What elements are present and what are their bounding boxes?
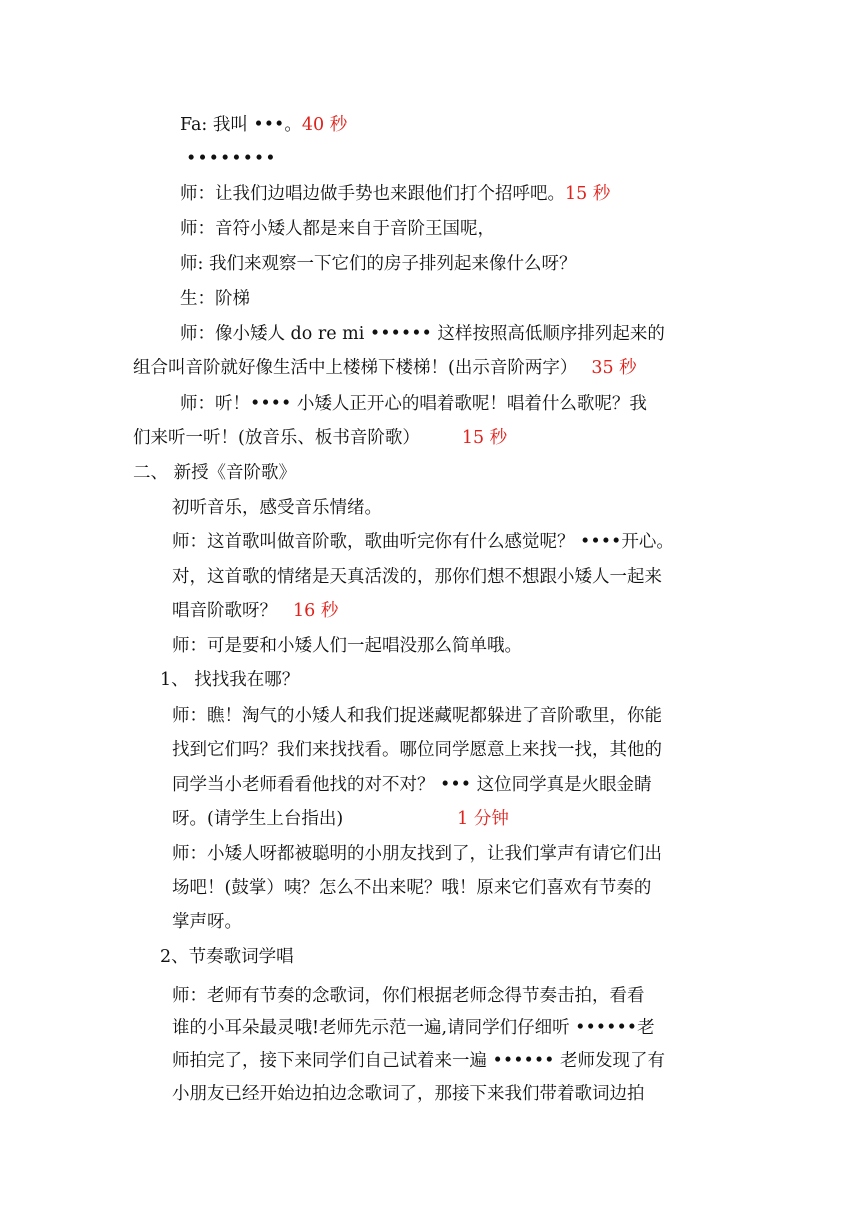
line-text: 们来听一听！(放音乐、板书音阶歌） [133,428,420,448]
line-text: 师：听！•••• 小矮人正开心的唱着歌呢！唱着什么歌呢？我 [180,394,647,414]
line-text: Fa: 我叫 •••。 [180,115,302,135]
heading-text: 1、 找找我在哪？ [160,670,300,690]
dialogue-line-23 [172,876,651,900]
line-text: 师：小矮人呀都被聪明的小朋友找到了，让我们掌声有请它们出 [172,844,662,864]
line-text: 师：让我们边唱边做手势也来跟他们打个招呼吧。 [180,184,565,204]
line-text: 师：像小矮人 do re mi •••••• 这样按照高低顺序排列起来的 [180,324,665,344]
dialogue-line-1 [180,113,347,137]
dialogue-line-19 [172,738,662,762]
dialogue-line-14 [172,565,662,589]
dialogue-line-9 [180,392,647,416]
dialogue-line-8 [133,356,637,380]
line-text: 初听音乐，感受音乐情绪。 [172,498,382,518]
line-text: 生：阶梯 [180,289,250,309]
line-text: 师：这首歌叫做音阶歌，歌曲听完你有什么感觉呢？ ••••开心。 [172,532,674,552]
subsection-heading-1 [160,668,299,692]
section-heading-2 [133,461,296,485]
time-marker: 1 分钟 [457,809,509,829]
dialogue-line-6 [180,287,250,311]
time-marker: 15 秒 [461,428,508,448]
line-text: 呀。(请学生上台指出) [172,809,344,829]
dialogue-line-16 [172,634,522,658]
ellipsis-line [186,147,277,171]
line-text: 场吧！(鼓掌）咦？怎么不出来呢？哦！原来它们喜欢有节奏的 [172,878,652,898]
line-text: 师: 我们来观察一下它们的房子排列起来像什么呀？ [180,254,577,274]
time-marker: 40 秒 [301,115,348,135]
dialogue-line-24 [172,910,242,934]
line-text: 掌声呀。 [172,912,242,932]
dialogue-line-3 [180,182,610,206]
line-text: 师：瞧！淘气的小矮人和我们捉迷藏呢都躲进了音阶歌里，你能 [172,706,662,726]
line-text: 同学当小老师看看他找的对不对？ ••• 这位同学真是火眼金睛 [172,775,652,795]
dialogue-line-7 [180,322,665,346]
dialogue-line-27 [172,1016,655,1040]
dialogue-line-22 [172,842,662,866]
time-marker: 16 秒 [293,601,339,621]
line-text: 小朋友已经开始边拍边念歌词了，那接下来我们带着歌词边拍 [172,1084,645,1104]
dialogue-line-15 [172,599,338,623]
time-marker: 15 秒 [565,184,611,204]
line-text: 师：可是要和小矮人们一起唱没那么简单哦。 [172,636,522,656]
dialogue-line-18 [172,704,662,728]
heading-text: 二、 新授《音阶歌》 [133,463,297,483]
time-marker: 35 秒 [591,358,637,378]
dialogue-line-20 [172,773,652,797]
heading-text: 2、节奏歌词学唱 [160,947,294,967]
line-text: 师拍完了，接下来同学们自己试着来一遍 •••••• 老师发现了有 [172,1051,666,1071]
line-text: 唱音阶歌呀？ [172,601,277,621]
dialogue-line-4 [180,217,495,241]
dialogue-line-10 [133,426,507,450]
line-text: 师：老师有节奏的念歌词，你们根据老师念得节奏击拍，看看 [172,986,645,1006]
line-text: 找到它们吗？我们来找找看。哪位同学愿意上来找一找，其他的 [172,740,662,760]
line-text: 师：音符小矮人都是来自于音阶王国呢， [180,219,495,239]
line-text: •••••••• [186,149,277,169]
dialogue-line-26 [172,984,645,1008]
dialogue-line-5 [180,252,576,276]
line-text: 组合叫音阶就好像生活中上楼梯下楼梯！(出示音阶两字） [133,358,578,378]
dialogue-line-21 [172,807,509,831]
dialogue-line-12 [172,496,382,520]
dialogue-line-29 [172,1082,645,1106]
line-text: 谁的小耳朵最灵哦!老师先示范一遍,请同学们仔细听 ••••••老 [172,1018,655,1038]
dialogue-line-28 [172,1049,665,1073]
subsection-heading-2 [160,945,294,969]
dialogue-line-13 [172,530,674,554]
line-text: 对，这首歌的情绪是天真活泼的，那你们想不想跟小矮人一起来 [172,567,662,587]
